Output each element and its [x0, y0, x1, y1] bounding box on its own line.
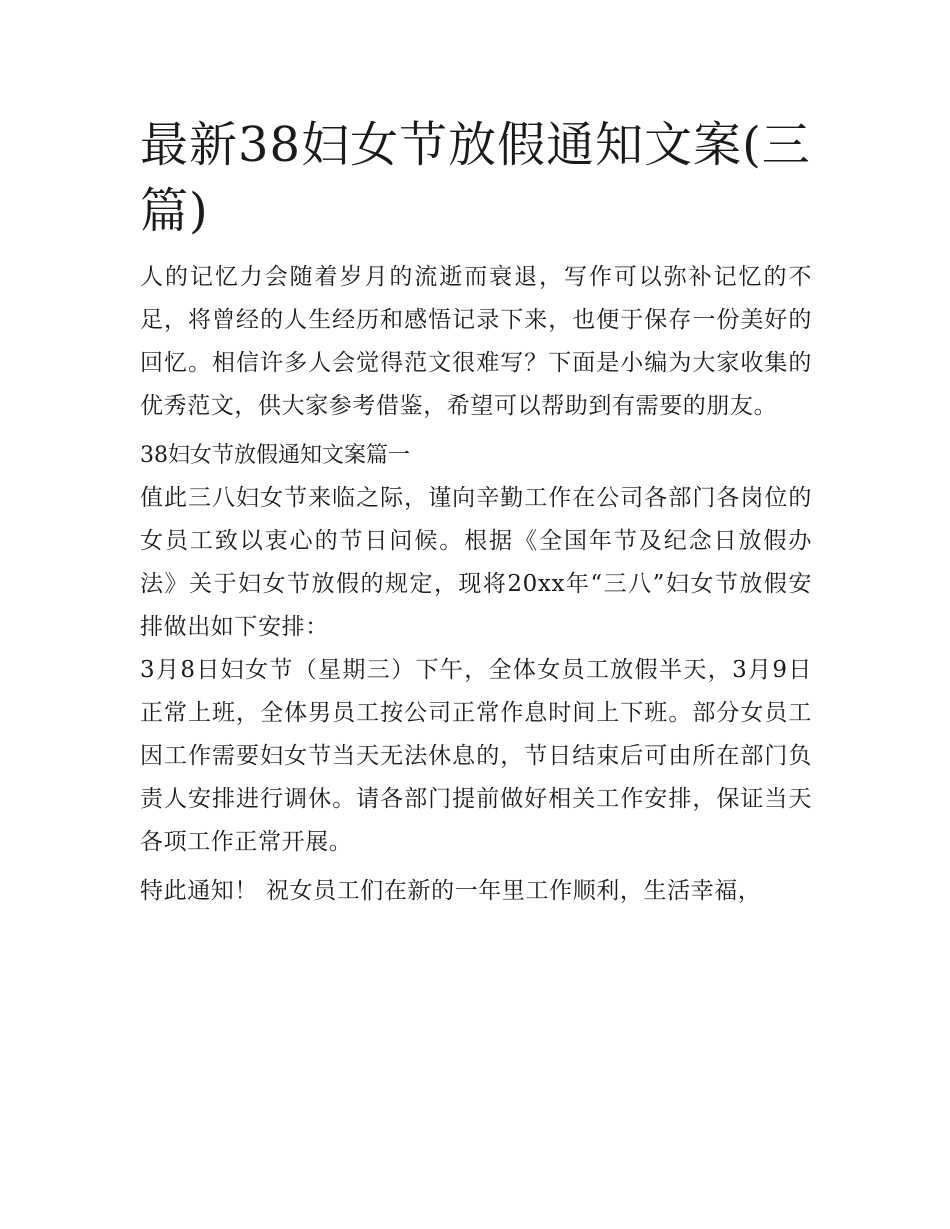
body-paragraph-2: 3月8日妇女节（星期三）下午，全体女员工放假半天，3月9日正常上班，全体男员工按公司正常作息时间上下班。部分女员工因工作需要妇女节当天无法休息的，节日结束后可由所在部门负责人安排进行调休。请各部门提前做好相关工作安排，保证当天各项工作正常开展。	[140, 657, 812, 855]
body-paragraph-1: 值此三八妇女节来临之际，谨向辛勤工作在公司各部门各岗位的女员工致以衷心的节日问候。根据《全国年节及纪念日放假办法》关于妇女节放假的规定，现将20xx年“三八”妇女节放假安排做出如下安排：	[140, 485, 812, 640]
intro-paragraph: 人的记忆力会随着岁月的流逝而衰退，写作可以弥补记忆的不足，将曾经的人生经历和感悟记录下来，也便于保存一份美好的回忆。相信许多人会觉得范文很难写？下面是小编为大家收集的优秀范文，供大家参考借鉴，希望可以帮助到有需要的朋友。	[140, 264, 812, 419]
document-page	[140, 112, 812, 913]
document-title: 最新38妇女节放假通知文案(三篇)	[140, 117, 811, 239]
section-heading: 38妇女节放假通知文案篇一	[140, 443, 410, 468]
body-paragraph-3: 特此通知！ 祝女员工们在新的一年里工作顺利，生活幸福，	[140, 878, 762, 904]
